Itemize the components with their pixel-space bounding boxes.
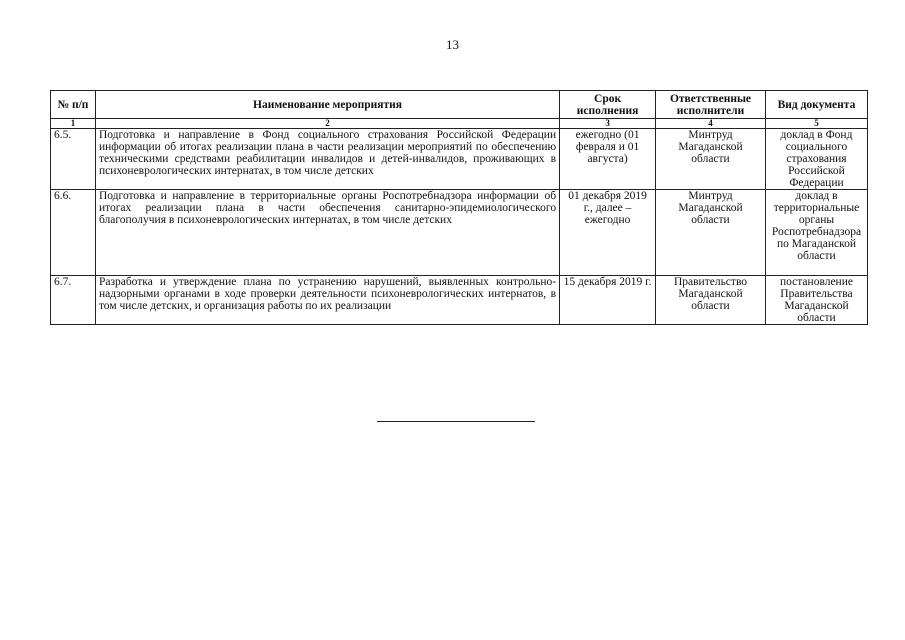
document-type: постановление Правительства Магаданской области [765, 276, 867, 325]
action-plan-table [50, 90, 868, 325]
column-number: 4 [656, 119, 766, 129]
document-type: доклад в Фонд социального страхования Российской Федерации [765, 129, 867, 190]
activity-name: Подготовка и направление в территориальные органы Роспотребнадзора информации об итогах реализации плана в части обеспечения санитарно-эпидемиологического благополучия в психоневрологических интернатах, в том числе детских [95, 190, 559, 276]
column-number-row [51, 119, 868, 129]
executors: Правительство Магаданской области [656, 276, 766, 325]
column-number: 2 [95, 119, 559, 129]
header-name: Наименование мероприятия [95, 91, 559, 119]
table-row [51, 276, 868, 325]
end-rule [377, 421, 535, 422]
deadline: 15 декабря 2019 г. [560, 276, 656, 325]
executors: Минтруд Магаданской области [656, 129, 766, 190]
row-number: 6.5. [51, 129, 96, 190]
page-number: 13 [446, 37, 459, 52]
activity-name: Разработка и утверждение плана по устранению нарушений, выявленных контрольно-надзорными органами в ходе проверки деятельности психоневрологических интернатов, в том числе детских, и организация работы по их реализации [95, 276, 559, 325]
header-executors: Ответственные исполнители [656, 91, 766, 119]
header-num: № п/п [51, 91, 96, 119]
deadline: 01 декабря 2019 г., далее – ежегодно [560, 190, 656, 276]
header-row [51, 91, 868, 119]
activity-name: Подготовка и направление в Фонд социального страхования Российской Федерации информации об итогах реализации плана в части реализации мероприятий по обеспечению техническими средствами реабилитации инвалидов и детей-инвалидов, проживающих в психоневрологических интернатах, в том числе детских [95, 129, 559, 190]
deadline: ежегодно (01 февраля и 01 августа) [560, 129, 656, 190]
column-number: 5 [765, 119, 867, 129]
document-type: доклад в территориальные органы Роспотребнадзора по Магаданской области [765, 190, 867, 276]
row-number: 6.7. [51, 276, 96, 325]
executors: Минтруд Магаданской области [656, 190, 766, 276]
table-row [51, 129, 868, 190]
column-number: 3 [560, 119, 656, 129]
header-doc-type: Вид документа [765, 91, 867, 119]
header-deadline: Срок исполнения [560, 91, 656, 119]
table-row [51, 190, 868, 276]
column-number: 1 [51, 119, 96, 129]
row-number: 6.6. [51, 190, 96, 276]
